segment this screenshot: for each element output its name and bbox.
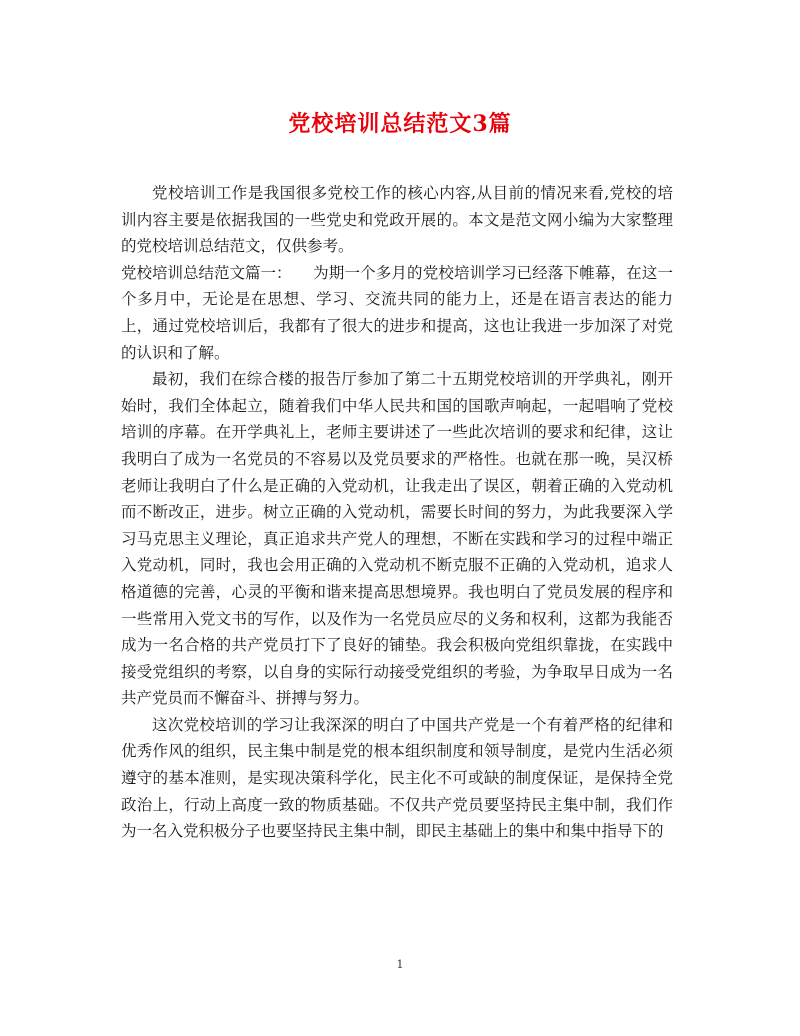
document-body <box>121 180 673 845</box>
section1-label: 党校培训总结范文篇一： <box>121 263 292 282</box>
section1-text: 为期一个多月的党校培训学习已经落下帷幕，在这一个多月中，无论是在思想、学习、交流共同的能力上，还是在语言表达的能力上，通过党校培训后，我都有了很大的进步和提高，这也让我进一步加深了对党的认识和了解。 <box>121 263 673 362</box>
section1-paragraph <box>121 260 673 366</box>
page-number: 1 <box>396 958 404 971</box>
paragraph-2: 最初，我们在综合楼的报告厅参加了第二十五期党校培训的开学典礼，刚开始时，我们全体起立，随着我们中华人民共和国的国歌声响起，一起唱响了党校培训的序幕。在开学典礼上，老师主要讲述了一些此次培训的要求和纪律，这让我明白了成为一名党员的不容易以及党员要求的严格性。也就在那一晚，吴汉桥老师让我明白了什么是正确的入党动机，让我走出了误区，朝着正确的入党动机而不断改正，进步。树立正确的入党动机，需要长时间的努力，为此我要深入学习马克思主义理论，真正追求共产党人的理想，不断在实践和学习的过程中端正入党动机，同时，我也会用正确的入党动机不断克服不正确的入党动机，追求人格道德的完善，心灵的平衡和谐来提高思想境界。我也明白了党员发展的程序和一些常用入党文书的写作，以及作为一名党员应尽的义务和权利，这都为我能否成为一名合格的共产党员打下了良好的铺垫。我会积极向党组织靠拢，在实践中接受党组织的考察，以自身的实际行动接受党组织的考验，为争取早日成为一名共产党员而不懈奋斗、拼搏与努力。 <box>121 370 673 708</box>
paragraph-3: 这次党校培训的学习让我深深的明白了中国共产党是一个有着严格的纪律和优秀作风的组织，民主集中制是党的根本组织制度和领导制度，是党内生活必须遵守的基本准则，是实现决策科学化，民主化不可或缺的制度保证，是保持全党政治上，行动上高度一致的物质基础。不仅共产党员要坚持民主集中制，我们作为一名入党积极分子也要坚持民主集中制，即民主基础上的集中和集中指导下的 <box>121 715 673 841</box>
page-title: 党校培训总结范文3篇 <box>288 111 512 137</box>
intro-paragraph: 党校培训工作是我国很多党校工作的核心内容,从目前的情况来看,党校的培训内容主要是依据我国的一些党史和党政开展的。本文是范文网小编为大家整理的党校培训总结范文，仅供参考。 <box>121 184 673 256</box>
